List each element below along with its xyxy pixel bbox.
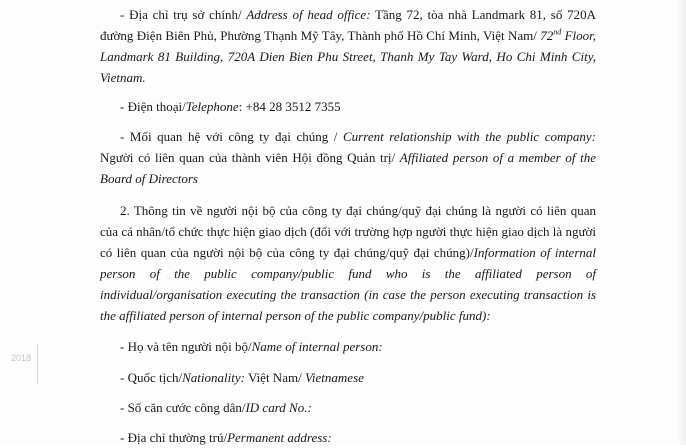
relationship-label-vi: - Mối quan hệ với công ty đại chúng /	[120, 129, 344, 144]
nationality-label-vi: - Quốc tịch/	[120, 370, 183, 385]
name-label-vi: - Họ và tên người nội bộ/	[120, 339, 252, 354]
head-office-value-vi: Tầng 72, tòa nhà Landmark 81, số 720A đường Điện Biên Phủ, Phường Thạnh Mỹ Tây, Thành phố Hồ Chí Minh, Việt Nam/	[100, 7, 596, 43]
nationality-value-en: Vietnamese	[304, 370, 364, 385]
id-card-label-vi: - Số căn cước công dân/	[120, 400, 246, 415]
head-office-value-en-sup: nd	[553, 27, 562, 37]
section-2-paragraph	[100, 200, 596, 326]
telephone-label-vi: - Điện thoại/	[120, 99, 186, 114]
nationality-paragraph	[100, 367, 596, 388]
id-card-paragraph	[100, 397, 596, 418]
telephone-label-en: Telephone	[185, 99, 239, 114]
permanent-address-label-en: Permanent address:	[227, 430, 332, 445]
section-2-text-en: Information of internal person of the public company/public fund who is the affiliated person of individual/organisation executing the transaction (in case the person executing transaction is the affiliated person of internal person of the public company/public fund):	[100, 245, 596, 323]
internal-person-name-paragraph	[100, 336, 596, 357]
relationship-label-en: Current relationship with the public company:	[343, 129, 597, 144]
head-office-label-vi: - Địa chỉ trụ sở chính/	[120, 7, 247, 22]
permanent-address-label-vi: - Địa chỉ thường trú/	[120, 430, 228, 445]
relationship-paragraph	[100, 126, 596, 189]
telephone-value: : +84 28 3512 7355	[238, 99, 341, 114]
telephone-paragraph	[100, 96, 596, 117]
relationship-value-en: Affiliated person of a member of the Board of Directors	[100, 150, 596, 186]
id-card-label-en: ID card No.:	[245, 400, 312, 415]
page-edge-shadow	[678, 0, 686, 445]
nationality-value-vi: Việt Nam/	[244, 370, 305, 385]
head-office-label-en: Address of head office:	[246, 7, 371, 22]
section-2-text-vi: 2. Thông tin về người nội bộ của công ty đại chúng/quỹ đại chúng là người có liên quan của cá nhân/tổ chức thực hiện giao dịch (đối với trường hợp người thực hiện giao dịch là người có liên quan của người nội bộ của công ty đại chúng/quỹ đại chúng)/	[100, 203, 596, 260]
relationship-value-vi: Người có liên quan của thành viên Hội đồng Quản trị/	[100, 150, 400, 165]
stamp-text: 2018	[10, 353, 31, 363]
head-office-value-en-floor: 72	[540, 28, 554, 43]
nationality-label-en: Nationality:	[182, 370, 245, 385]
head-office-value-en: Floor, Landmark 81 Building, 720A Dien Bien Phu Street, Thanh My Tay Ward, Ho Chi Minh City, Vietnam.	[100, 28, 596, 85]
head-office-address-paragraph	[100, 4, 596, 88]
faded-stamp-mark	[0, 344, 38, 384]
name-label-en: Name of internal person:	[251, 339, 383, 354]
